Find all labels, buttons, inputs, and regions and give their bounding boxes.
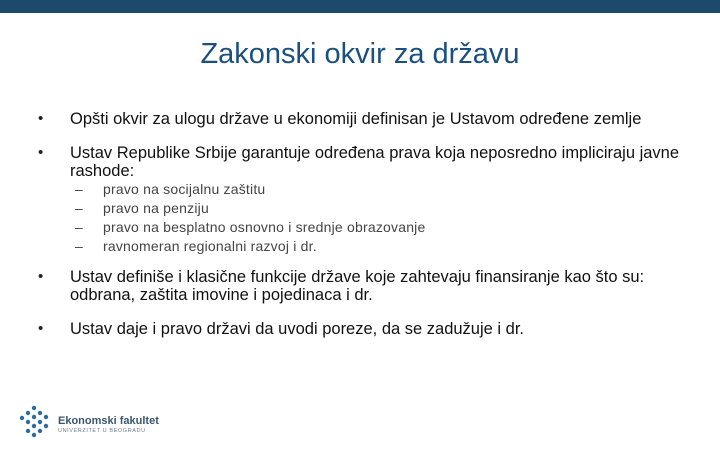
bullet-marker: • <box>38 320 44 337</box>
slide-title: Zakonski okvir za državu <box>200 38 520 70</box>
bullet-text: Ustav definiše i klasične funkcije države koje zahtevaju finansiranje kao što su: odbrana, zaštita imovine i pojedinaca i dr. <box>70 268 645 304</box>
bullet-text: Opšti okvir za ulogu države u ekonomiji definisan je Ustavom određene zemlje <box>70 110 642 128</box>
dash-marker: – <box>75 181 83 197</box>
bullet-text: Ustav daje i pravo državi da uvodi poreze, da se zadužuje i dr. <box>70 320 525 338</box>
bullet-marker: • <box>38 268 44 285</box>
logo-name: Ekonomski fakultet <box>58 415 159 427</box>
sub-item-text: pravo na besplatno osnovno i srednje obrazovanje <box>103 219 426 235</box>
logo-subtitle: UNIVERZITET U BEOGRADU <box>58 428 146 434</box>
bullet-marker: • <box>38 144 44 161</box>
sub-item-text: ravnomeran regionalni razvoj i dr. <box>103 238 317 254</box>
bullet-text: Ustav Republike Srbije garantuje određena prava koja neposredno impliciraju javne rashode: <box>70 144 680 180</box>
dash-marker: – <box>75 200 83 216</box>
dash-marker: – <box>75 219 83 235</box>
dash-marker: – <box>75 238 83 254</box>
bullet-marker: • <box>38 110 44 127</box>
sub-item-text: pravo na penziju <box>103 200 209 216</box>
sub-item-text: pravo na socijalnu zaštitu <box>103 181 266 197</box>
